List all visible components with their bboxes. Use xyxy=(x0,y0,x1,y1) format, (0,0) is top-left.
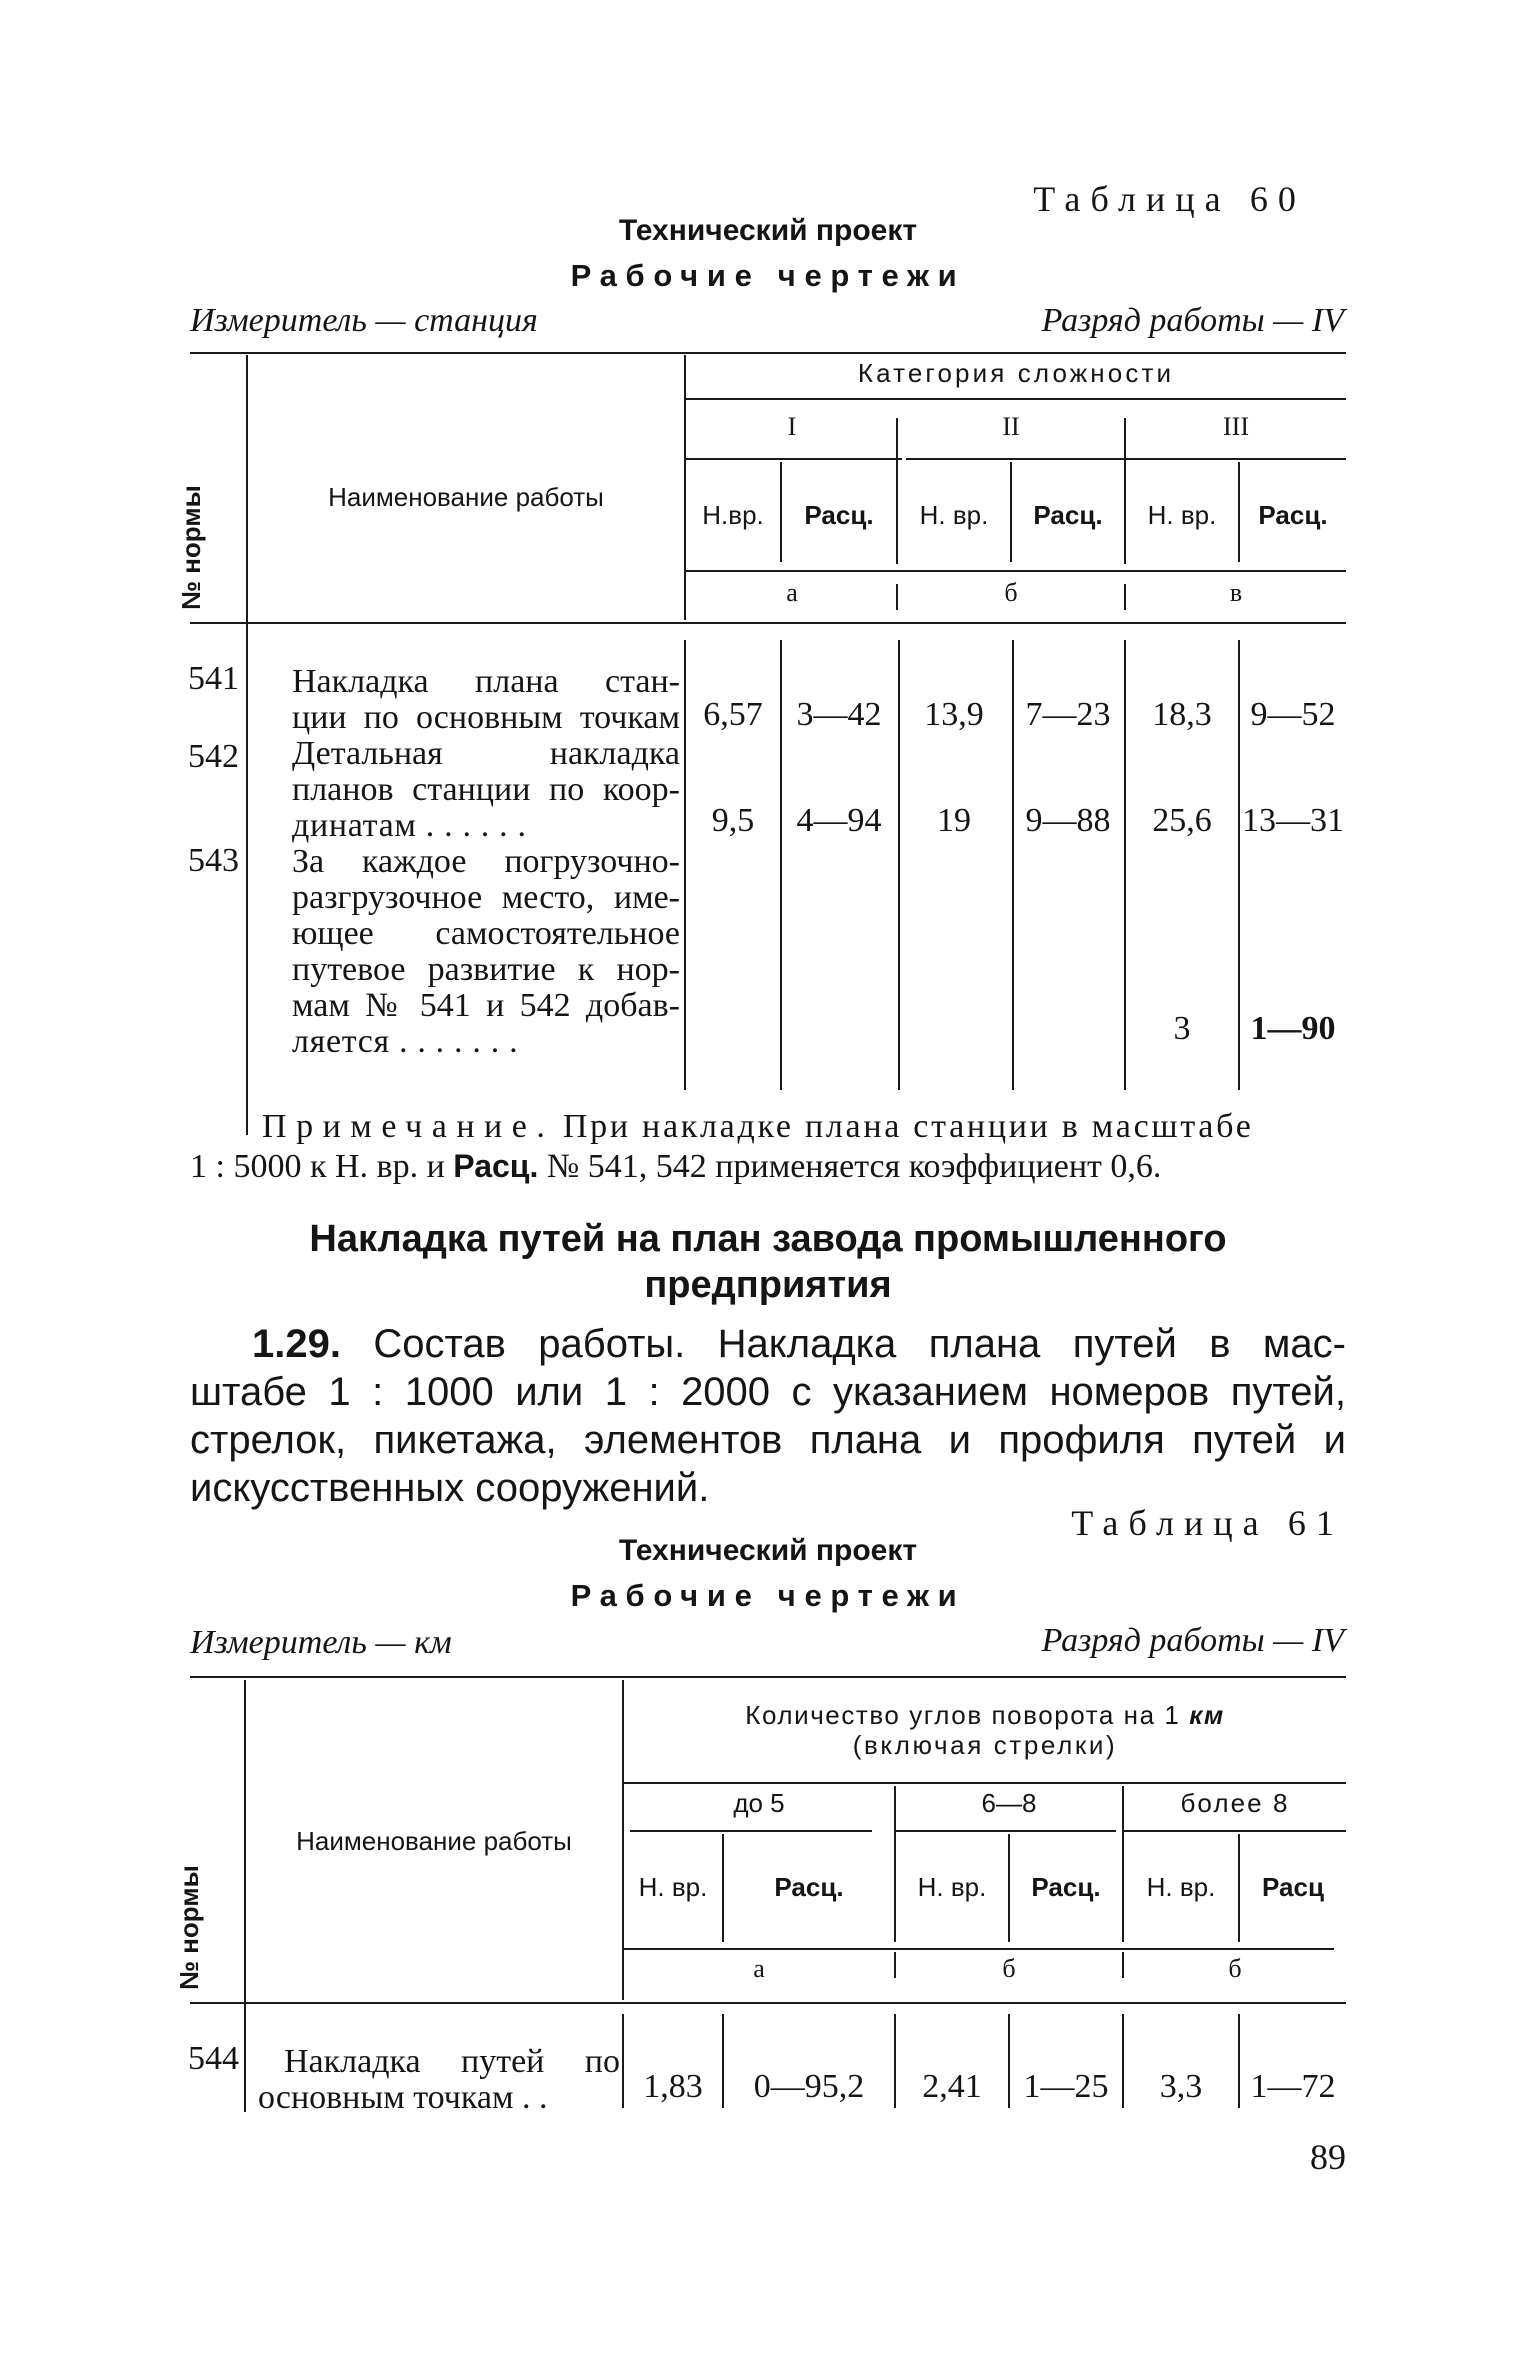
paragraph-line: штабе 1 : 1000 или 1 : 2000 с указанием номеров путей, xyxy=(190,1370,1346,1414)
norm-number: 544 xyxy=(188,2040,239,2077)
section-title-line2: предприятия xyxy=(644,1264,892,1306)
cell-rasc-3: 13—31 xyxy=(1242,802,1344,839)
table60-stage1: Технический проект xyxy=(618,214,918,247)
table61-sub-hvr-1: Н. вр. xyxy=(638,1872,708,1902)
cell-hvr-1: 1,83 xyxy=(643,2068,703,2105)
table61-measure: Измеритель — км xyxy=(190,1624,452,1661)
table61-sub-hvr-3: Н. вр. xyxy=(1146,1872,1216,1902)
table61-cat-1: до 5 xyxy=(733,1788,785,1818)
cell-hvr-3: 18,3 xyxy=(1152,696,1212,733)
table60-letter-a: а xyxy=(786,578,798,607)
paragraph-number: 1.29. xyxy=(252,1322,341,1366)
cell-rasc-2: 1—25 xyxy=(1023,2068,1109,2105)
table60-cat-3: III xyxy=(1223,412,1249,441)
table61-stage2: Рабочие чертежи xyxy=(570,1578,966,1613)
work-name-line: динатам . . . . . . xyxy=(292,807,527,844)
note-text: При накладке плана станции в масштабе xyxy=(562,1108,1254,1145)
table61-letter-a: а xyxy=(753,1954,765,1983)
table60-sub-hvr-1: Н.вр. xyxy=(702,500,764,530)
section-paragraph xyxy=(190,1320,1346,1512)
table61-cat-2: 6—8 xyxy=(981,1788,1037,1818)
cell-hvr-2: 19 xyxy=(937,802,971,839)
table60-cat-2: II xyxy=(1002,412,1020,441)
work-name-line: ции по основным точкам xyxy=(292,699,680,736)
cell-hvr-3: 3,3 xyxy=(1159,2068,1203,2105)
table61-col-group-line1 xyxy=(624,1700,1346,1731)
cell-rasc-1: 0—95,2 xyxy=(753,2068,865,2105)
page-number: 89 xyxy=(1310,2137,1346,2177)
table60-caption: Таблица 60 xyxy=(1033,179,1306,219)
table60-sub-rasc-2: Расц. xyxy=(1033,500,1103,530)
table61-sub-rasc-2: Расц. xyxy=(1031,1872,1101,1902)
cell-hvr-3: 3 xyxy=(1173,1010,1191,1047)
work-name-line: мам № 541 и 542 добав- xyxy=(292,987,680,1024)
table61-col-name: Наименование работы xyxy=(296,1826,572,1856)
table61-sub-hvr-2: Н. вр. xyxy=(917,1872,987,1902)
group-text: Количество углов поворота на 1 xyxy=(745,1700,1181,1730)
cell-hvr-3: 25,6 xyxy=(1152,802,1212,839)
work-name-line: Детальная накладка xyxy=(292,735,680,772)
table60-col-name: Наименование работы xyxy=(328,482,604,512)
cell-rasc-3: 1—90 xyxy=(1250,1010,1336,1047)
cell-rasc-1: 4—94 xyxy=(796,802,882,839)
work-name-line: Накладка плана стан- xyxy=(292,663,680,700)
work-name-line: основным точкам . . xyxy=(258,2079,548,2116)
table61-sub-rasc-1: Расц. xyxy=(774,1872,844,1902)
work-name-line: разгрузочное место, име- xyxy=(292,879,680,916)
note-text-b: Расц. xyxy=(453,1148,539,1184)
cell-rasc-1: 3—42 xyxy=(796,696,882,733)
note-label: Примечание. xyxy=(262,1108,555,1145)
table60-stage2: Рабочие чертежи xyxy=(570,258,966,293)
work-name-line: ляется . . . . . . . xyxy=(292,1023,519,1060)
table60-measure: Измеритель — станция xyxy=(190,302,538,339)
norm-number: 543 xyxy=(188,842,239,879)
cell-hvr-2: 2,41 xyxy=(922,2068,982,2105)
table60-sub-hvr-3: Н. вр. xyxy=(1147,500,1217,530)
work-name-line: За каждое погрузочно- xyxy=(292,843,680,880)
group-unit: км xyxy=(1189,1700,1225,1730)
table61-stage1: Технический проект xyxy=(618,1534,918,1567)
paragraph-line: Состав работы. Накладка плана путей в мас- xyxy=(373,1322,1346,1366)
table61-letter-b: б xyxy=(1002,1954,1016,1983)
cell-rasc-2: 9—88 xyxy=(1025,802,1111,839)
cell-rasc-3: 1—72 xyxy=(1250,2068,1336,2105)
work-name-line: путевое развитие к нор- xyxy=(292,951,680,988)
table60-col-group: Категория сложности xyxy=(857,358,1175,388)
table60-letter-b: б xyxy=(1004,578,1018,607)
table60-sub-hvr-2: Н. вр. xyxy=(919,500,989,530)
paragraph-line: искусственных сооружений. xyxy=(190,1466,710,1510)
norm-number: 541 xyxy=(188,660,239,697)
work-name-line: планов станции по коор- xyxy=(292,771,680,808)
table60-sub-rasc-3: Расц. xyxy=(1258,500,1328,530)
paragraph-line: стрелок, пикетажа, элементов плана и профиля путей и xyxy=(190,1418,1346,1462)
table61-grade: Разряд работы — IV xyxy=(1041,1622,1344,1659)
cell-hvr-1: 9,5 xyxy=(711,802,755,839)
table60-grade: Разряд работы — IV xyxy=(1041,302,1344,339)
table60-note-line1 xyxy=(262,1108,1254,1146)
table61-col-group-line2: (включая стрелки) xyxy=(852,1730,1118,1760)
table60-note-line2 xyxy=(190,1148,1161,1186)
section-title-line1: Накладка путей на план завода промышленного xyxy=(309,1218,1227,1260)
work-name-line: Накладка путей по xyxy=(284,2043,620,2080)
cell-rasc-2: 7—23 xyxy=(1025,696,1111,733)
table60-letter-v: в xyxy=(1229,578,1243,607)
norm-number: 542 xyxy=(188,738,239,775)
table61-cat-3: более 8 xyxy=(1180,1788,1290,1818)
table61-caption: Таблица 61 xyxy=(1071,1503,1344,1543)
note-text-c: № 541, 542 применяется коэффициент 0,6. xyxy=(538,1148,1162,1185)
work-name-line: ющее самостоятельное xyxy=(292,915,680,952)
note-text-a: 1 : 5000 к Н. вр. и xyxy=(190,1148,454,1185)
table60-sub-rasc-1: Расц. xyxy=(804,500,874,530)
cell-hvr-2: 13,9 xyxy=(924,696,984,733)
cell-hvr-1: 6,57 xyxy=(703,696,763,733)
table61-sub-rasc-3: Расц xyxy=(1262,1872,1324,1902)
cell-rasc-3: 9—52 xyxy=(1250,696,1336,733)
table60-cat-1: I xyxy=(787,412,797,441)
table61-letter-b2: б xyxy=(1228,1954,1242,1983)
